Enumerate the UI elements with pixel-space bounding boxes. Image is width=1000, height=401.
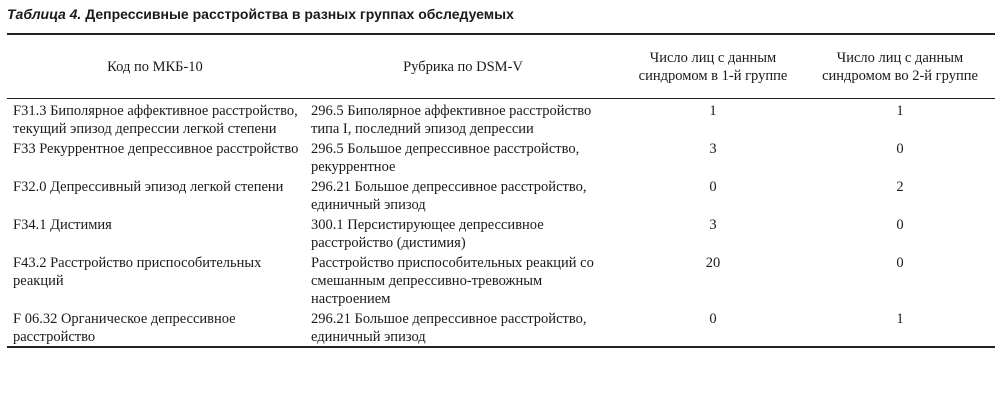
cell-icd: F33 Рекуррентное депрессивное расстройство (13, 141, 299, 157)
cell-group2: 0 (896, 217, 904, 233)
cell-icd: F43.2 Расстройство приспособительных реакций (13, 255, 262, 289)
header-icd-code: Код по МКБ-10 (107, 59, 203, 75)
cell-group2: 0 (896, 141, 904, 157)
table-row (7, 253, 995, 309)
cell-group2: 2 (896, 179, 904, 195)
table-row (7, 177, 995, 215)
caption-label: Таблица 4. (7, 6, 82, 22)
cell-icd: F31.3 Биполярное аффективное расстройство, текущий эпизод депрессии легкой степени (13, 103, 298, 137)
cell-dsm: Расстройство приспособительных реакций со смешанным депрессивно-тревожным настроением (311, 255, 594, 307)
cell-dsm: 300.1 Персистирующее депрессивное расстройство (дистимия) (311, 217, 544, 251)
cell-dsm: 296.21 Большое депрессивное расстройство, единичный эпизод (311, 179, 587, 213)
cell-group2: 1 (896, 311, 904, 327)
table-row (7, 139, 995, 177)
table-row (7, 215, 995, 253)
header-dsm-rubric: Рубрика по DSM-V (403, 59, 523, 75)
cell-dsm: 296.5 Биполярное аффективное расстройство типа I, последний эпизод депрессии (311, 103, 592, 137)
caption-title: Депрессивные расстройства в разных группах обследуемых (85, 6, 514, 22)
cell-group1: 0 (709, 311, 717, 327)
cell-icd: F 06.32 Органическое депрессивное расстройство (13, 311, 236, 345)
cell-group1: 3 (709, 217, 717, 233)
cell-icd: F32.0 Депрессивный эпизод легкой степени (13, 179, 284, 195)
cell-dsm: 296.21 Большое депрессивное расстройство, единичный эпизод (311, 311, 587, 345)
cell-group1: 1 (709, 103, 717, 119)
depressive-disorders-table (7, 33, 995, 348)
cell-group2: 1 (896, 103, 904, 119)
cell-group1: 20 (705, 255, 721, 271)
header-group-2-count: Число лиц с данным синдромом во 2-й группе (822, 50, 978, 84)
cell-dsm: 296.5 Большое депрессивное расстройство, рекуррентное (311, 141, 580, 175)
table-caption (7, 5, 514, 23)
cell-group1: 0 (709, 179, 717, 195)
header-row (7, 34, 995, 99)
table-row (7, 99, 995, 140)
table-row (7, 309, 995, 347)
header-group-1-count: Число лиц с данным синдромом в 1-й группе (638, 50, 788, 84)
cell-icd: F34.1 Дистимия (13, 217, 112, 233)
cell-group1: 3 (709, 141, 717, 157)
cell-group2: 0 (896, 255, 904, 271)
